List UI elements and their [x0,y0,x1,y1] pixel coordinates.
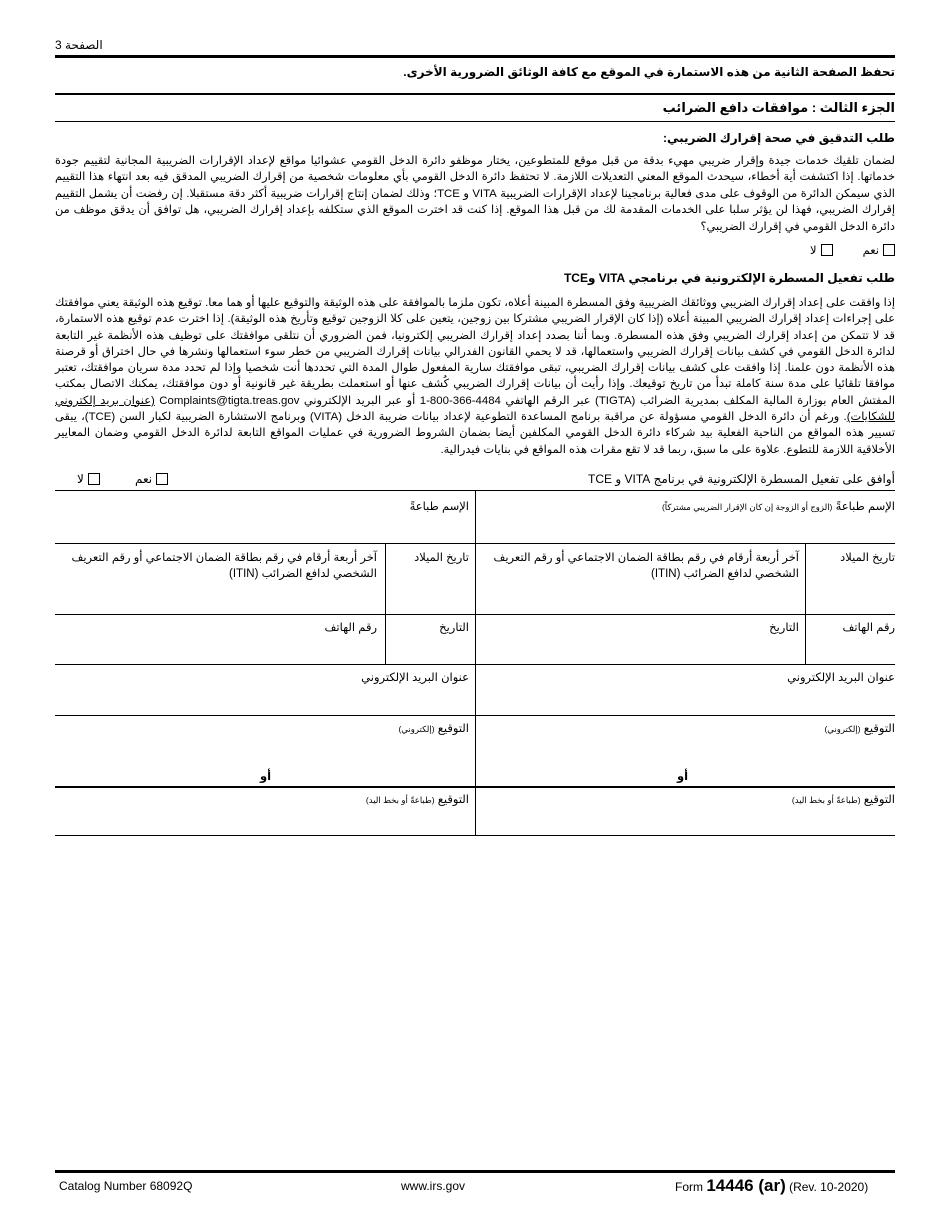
date-field-left[interactable]: التاريخ [439,622,469,634]
esig-field-right[interactable]: التوقيع (إلكتروني) [824,723,895,735]
esign-no-option [77,472,100,486]
esign-yes-label: نعم [135,472,153,486]
esign-no-label: لا [77,472,84,486]
website: www.irs.gov [401,1179,466,1193]
esign-heading: طلب تفعيل المسطرة الإلكترونية في برنامجي VITA وTCE [563,271,895,285]
print-name-field-left[interactable]: الإسم طباعةً [409,501,469,513]
or-label-right: أو [677,771,689,783]
ssn-field-right[interactable]: آخر أربعة أرقام في رقم بطاقة الضمان الاجتماعي أو رقم التعريف الشخصي لدافع الضرائب (ITIN) [493,552,799,580]
dob-field-left[interactable]: تاريخ الميلاد [414,552,469,564]
catalog-number: Catalog Number 68092Q [59,1179,193,1193]
email-field-right[interactable]: عنوان البريد الإلكتروني [787,672,895,684]
esign-body-end: . ورغم أن دائرة الدخل القومي مسؤولة عن مراقبة برنامج المساعدة التطوعية لإعداد بيانات ضريبة الدخل (VITA) وبرنامج الاستشارة الضريبية لكبار السن (TCE)، يبقى تسيير هذه المواقع من الناحية الفعلية بيد شركاء دائرة الدخل القومي المكلفين أيضا بضمان الشروط الضرورية في عمليات المواقع التابعة لدائرة الدخل القومي وضمان المعايير الأخلاقية اللازمة للتطوع. علاوة على ما سبق، ربما قد لا تقع مقرات هذه المواقع في بنايات فيدرالية. [55,411,895,456]
esign-yes-option [135,472,168,486]
print-name-field-right[interactable]: الإسم طباعةً (الزوج أو الزوجة إن كان الإقرار الضريبي مشتركاً) [661,501,895,513]
footer-rule [55,1170,895,1173]
keep-note: تحفظ الصفحة الثانية من هذه الاستمارة في الموقع مع كافة الوثائق الضرورية الأخرى. [403,65,895,79]
quality-yes-label: نعم [862,245,879,257]
esig-field-left[interactable]: التوقيع (إلكتروني) [398,723,469,735]
part-title: الجزء الثالث : موافقات دافع الضرائب [662,100,895,115]
esign-body [55,295,895,458]
quality-yes-checkbox[interactable] [883,244,895,256]
ssn-field-left[interactable]: آخر أربعة أرقام في رقم بطاقة الضمان الاجتماعي أو رقم التعريف الشخصي لدافع الضرائب (ITIN) [71,552,377,580]
form-number: Form 14446 (ar) (Rev. 10-2020) [675,1176,869,1195]
part-top-rule [55,93,895,95]
or-label-left: أو [260,771,272,783]
quality-no-label: لا [810,245,817,257]
esign-body-start: إذا وافقت على إعداد إقرارك الضريبي ووثائقك الضريبية وفق المسطرة المبينة أعلاه، تكون ملزما بالموافقة على هذه الوثيقة والتوقيع عليها أو هما معا. توقيع هذه الوثيقة يعني موافقتك على إجراءات إعداد إقرارك الضريبي المبينة أعلاه (إذا كان الإقرار الضريبي مشتركا بين زوجين، يتعين على كلا الزوجين توقيع وتأريخ هذه الوثيقة). إذا اخترت عدم توقيع هذه الاستمارة، قد لا تتمكن من إعداد إقرارك الضريبي وفق هذه المسطرة. وبما أننا بصدد إعداد إقرارك الضريبي إلكترونيا، فمن الضروري أن نتلقى موافقتك على توظيف هذه الأنظمة غير التابعة لدائرة الدخل القومي في كشف بيانات إقرارك الضريبي واستعمالها، قد لا يحمي القانون الفدرالي بيانات إقرارك الضريبي من خطر سوء استعمالها ونشرها في حال اختراق أو قرصنة هذه الأنظمة دون علمنا. إذا وافقت على كشف بيانات إقرارك الضريبي، تبقى موافقتك سارية المفعول طوال المدة التي تحددها أنت شخصيا وإذا لم تحدد مدة سريان موافقتك، تعتبر موافقا تلقائيا على مدة سنة كاملة تبدأ من تاريخ توقيعك. وإذا رأيت أن بيانات إقرارك الضريبي كُشف عنها أو استعملت بطريقة غير قانونية أو دون موافقتك، يمكنك الاتصال بمكتب المفتش العام بوزارة المالية المكلف بمديرية الضرائب (TIGTA) عبر الرقم الهاتفي 4484-366-800-1 أو عبر البريد الإلكتروني Complaints@tigta.treas.gov [55,297,896,407]
signature-table [55,490,895,836]
esign-no-checkbox[interactable] [88,473,100,485]
form-page [55,0,895,1230]
quality-review-heading: طلب التدقيق في صحة إقرارك الضريبي: [662,131,895,145]
quality-review-body: لضمان تلقيك خدمات جيدة وإقرار ضريبي مهيء بدقة من قبل موقع للمتطوعين، يختار موظفو دائرة الدخل القومي عشوائيا مواقع لإعداد الإقرارات الضريبية المجانية لتقييم جودة خدماتها. إذا اكتشفت أية أخطاء، سيحدث الموقع المعني التعديلات اللازمة. لا تحتفظ دائرة الدخل القومي بأي معلومات شخصية من إقرارك الضريبي المدقق فيه بعد انتهاء هذا التقييم الذي سيمكن الدائرة من الوقوف على مدى فعالية برنامجينا لإعداد الإقرارات الضريبية VITA و TCE؛ وذلك لضمان إنتاج إقرارات ضريبية أكثر دقة مستقبلا. إن رفضت أن يشمل التقييم إقرارك الضريبي، فهذا لن يؤثر سلبا على الخدمات المقدمة لك من قبل هذا الموقع. إذا كنت قد اخترت الموقع الذي ستكلفه بإعداد إقرارك الضريبي، هل توافق أن يدقق موظف من دائرة الدخل القومي في إقرارك الضريبي؟ [55,155,895,233]
page-number: الصفحة 3 [55,38,103,52]
esign-yes-checkbox[interactable] [156,473,168,485]
esign-agree-text: أوافق على تفعيل المسطرة الإلكترونية في برنامج VITA و TCE [588,472,895,486]
quality-review-options [810,243,895,257]
sig-field-right[interactable]: التوقيع (طباعةً أو بخط اليد) [791,794,895,806]
phone-field-right[interactable]: رقم الهاتف [842,622,895,634]
date-field-right[interactable]: التاريخ [769,622,799,634]
top-rule [55,55,895,58]
dob-field-right[interactable]: تاريخ الميلاد [840,552,895,564]
phone-field-left[interactable]: رقم الهاتف [324,622,377,634]
quality-no-checkbox[interactable] [821,244,833,256]
complaints-email-link[interactable]: (عنوان بريد إلكتروني للشكايات) [55,394,896,424]
part-bottom-rule [55,121,895,122]
email-field-left[interactable]: عنوان البريد الإلكتروني [361,672,469,684]
sig-field-left[interactable]: التوقيع (طباعةً أو بخط اليد) [365,794,469,806]
